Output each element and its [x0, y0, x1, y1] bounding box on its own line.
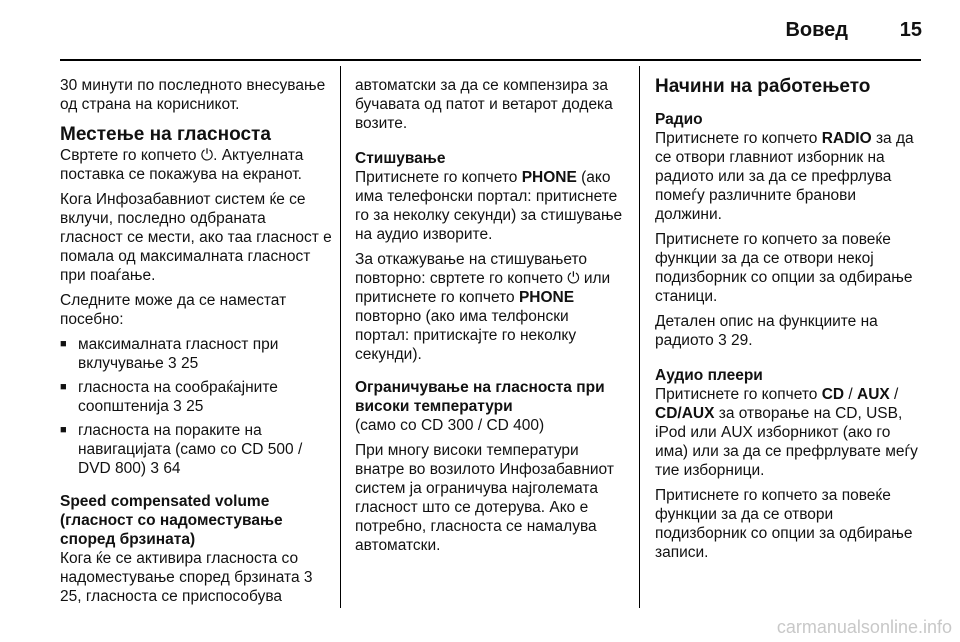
page-ref-link[interactable]: 25: [186, 398, 204, 415]
operating-modes-heading: Начини на работењето: [655, 76, 871, 97]
page-header: [0, 0, 960, 60]
page-ref-link[interactable]: 25: [180, 355, 199, 372]
power-knob-icon: ⏻: [200, 146, 214, 164]
speed-volume-heading: Speed compensated volume (гласност со надоместување според брзината): [60, 493, 283, 548]
radio-paragraph-3: Детален опис на функциите на радиото 3 29.: [655, 313, 878, 349]
page-ref-arrow-icon: 3: [303, 569, 313, 586]
temperature-limit-note: (само со CD 300 / CD 400): [355, 417, 545, 434]
page-number: 15: [899, 19, 922, 41]
list-item: ■ гласноста на сообраќајните соопштенија 3 25: [60, 378, 332, 416]
intro-text: 30 минути по последното внесување од страна на корисникот.: [60, 77, 326, 113]
radio-heading: Радио: [655, 111, 703, 128]
mute-paragraph-2: За откажување на стишувањето повторно: свртете го копчето ⏻ или притиснете го копчето PHONE повторно (ако има телфонски портал: притискајте го неколку секунди).: [355, 251, 611, 363]
mute-paragraph-1: Притиснете го копчето PHONE (ако има телефонски портал: притиснете го за неколку секунди) за стишување на аудио изворите.: [355, 169, 623, 243]
audio-paragraph-1: Притиснете го копчето CD / AUX / CD/AUX за отворање на CD, USB, iPod или AUX изборникот (ако го има) или за да се префрлувате меѓу тие изборници.: [655, 386, 918, 479]
radio-button-label: RADIO: [821, 130, 872, 147]
header-rule: [60, 59, 921, 61]
chapter-title: Вовед: [785, 19, 848, 41]
column-1: [60, 76, 332, 612]
aux-button-label: AUX: [857, 386, 890, 403]
temperature-limit-heading: Ограничување на гласноста при високи температури: [355, 379, 605, 415]
volume-heading: Местење на гласноста: [60, 124, 271, 145]
audio-paragraph-2: Притиснете го копчето за повеќе функции за да се отвори подизборник со опции за одбирање записи.: [655, 487, 913, 561]
cd-aux-button-label: CD/AUX: [655, 405, 715, 422]
page-ref-arrow-icon: 3: [718, 332, 732, 349]
radio-paragraph-2: Притиснете го копчето за повеќе функции за да се отвори некој подизборник со опции за одбирање станици.: [655, 231, 913, 305]
page-ref-arrow-icon: 3: [150, 460, 164, 477]
volume-paragraph-1: Свртете го копчето ⏻. Актуелната поставка се покажува на екранот.: [60, 146, 304, 183]
page-ref-arrow-icon: 3: [168, 355, 181, 372]
volume-paragraph-2: Кога Инфозабавниот систем ќе се вклучи, последно одбраната гласност се мести, ако таа гласност е помала од максималната гласност при поаѓање.: [60, 191, 332, 284]
page-ref-link[interactable]: 25: [60, 588, 78, 605]
page-ref-link[interactable]: 29: [731, 332, 749, 349]
list-item: ■ максималната гласност при вклучување 3 25: [60, 335, 332, 373]
volume-settings-list: [60, 335, 332, 478]
column-3: [655, 76, 927, 568]
power-knob-icon: ⏻: [567, 269, 580, 287]
page-ref-link[interactable]: 64: [163, 460, 181, 477]
volume-paragraph-3: Следните може да се наместат посебно:: [60, 292, 287, 328]
watermark-text: carmanualsonline.info: [776, 617, 952, 637]
radio-paragraph-1: Притиснете го копчето RADIO за да се отвори главниот изборник на радиото или за да се префрлува помеѓу различните бранови должини.: [655, 130, 914, 223]
phone-button-label: PHONE: [518, 289, 575, 306]
list-item: ■ гласноста на пораките на навигацијата (само со CD 500 / DVD 800) 3 64: [60, 421, 332, 478]
audio-players-heading: Аудио плеери: [655, 367, 763, 384]
column-2: [355, 76, 627, 561]
cd-button-label: CD: [821, 386, 845, 403]
mute-heading: Стишување: [355, 150, 446, 167]
page-ref-arrow-icon: 3: [173, 398, 187, 415]
column-divider-2: [639, 66, 640, 608]
speed-volume-continued: автоматски за да се компензира за бучавата од патот и ветарот додека возите.: [355, 77, 613, 132]
column-divider-1: [340, 66, 341, 608]
speed-volume-paragraph: Кога ќе се активира гласноста со надоместување според брзината 3 25, гласноста се приспособува: [60, 550, 313, 605]
temperature-limit-paragraph: При многу високи температури внатре во возилото Инфозабавниот систем ја ограничува најголемата гласност што се дотерува. Ако е потребно, гласноста се намалува автоматски.: [355, 442, 614, 554]
phone-button-label: PHONE: [521, 169, 577, 186]
